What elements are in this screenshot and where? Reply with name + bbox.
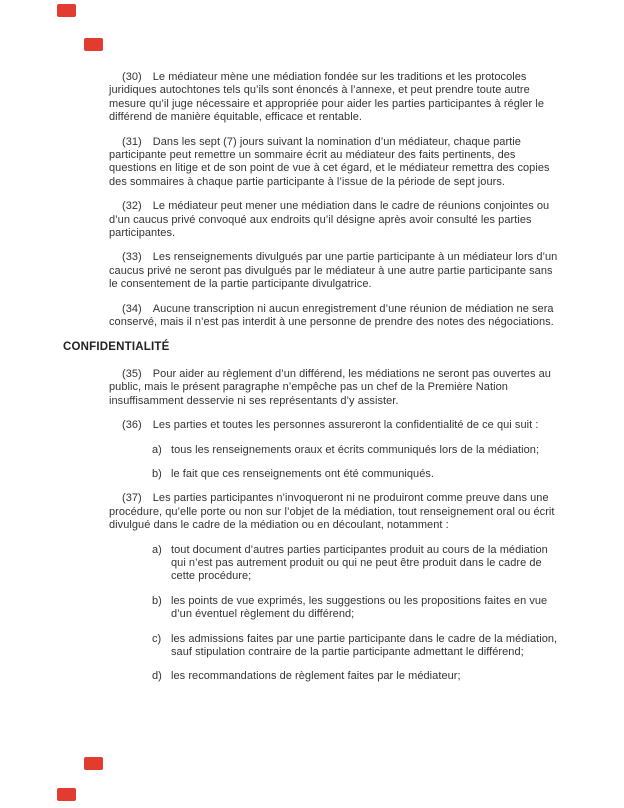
red-stamp-icon bbox=[57, 788, 76, 801]
paragraph-text: Les parties participantes n’invoqueront ni ne produiront comme preuve dans une procédure, qu’elle porte ou non sur l’objet de la médiation, tout renseignement oral ou écrit divulgué dans le cadre de la médiation ou en découlant, notamment : bbox=[109, 492, 555, 532]
paragraph-text: Pour aider au règlement d’un différend, les médiations ne seront pas ouvertes au public, mais le présent paragraphe n’empêche pas un chef de la Première Nation insuffisamment desservie ni ses représentants d’y assister. bbox=[109, 367, 551, 407]
list-item-37a bbox=[63, 544, 563, 584]
paragraph-number: (30) bbox=[122, 71, 142, 83]
list-item-text: les recommandations de règlement faites par le médiateur; bbox=[171, 670, 461, 683]
paragraph-36 bbox=[63, 419, 563, 432]
red-stamp-icon bbox=[57, 4, 76, 17]
list-item-37d bbox=[63, 670, 563, 683]
paragraph-number: (33) bbox=[122, 251, 142, 264]
list-item-36b bbox=[63, 468, 563, 481]
paragraph-31 bbox=[63, 136, 563, 190]
paragraph-text: Le médiateur peut mener une médiation dans le cadre de réunions conjointes ou d’un caucus privé convoqué aux endroits qu’il désigne après avoir consulté les parties participantes. bbox=[109, 200, 550, 240]
paragraph-number: (31) bbox=[122, 135, 142, 148]
list-item-marker: b) bbox=[152, 594, 162, 607]
paragraph-text: Les parties et toutes les personnes assureront la confidentialité de ce qui suit : bbox=[152, 419, 539, 432]
paragraph-32 bbox=[63, 200, 563, 240]
paragraph-37 bbox=[63, 492, 563, 532]
list-item-marker: c) bbox=[152, 632, 162, 645]
red-stamp-icon bbox=[84, 38, 103, 51]
paragraph-33 bbox=[63, 251, 563, 291]
list-item-text: tout document d’autres parties participantes produit au cours de la médiation qui n’est pas autrement produit ou qui ne peut être produit dans le cadre de cette procédure; bbox=[171, 543, 548, 583]
list-item-marker: a) bbox=[152, 443, 162, 456]
section-heading-confidentialite: CONFIDENTIALITÉ bbox=[63, 340, 170, 353]
paragraph-text: Le médiateur mène une médiation fondée sur les traditions et les protocoles juridiques autochtones tels qu’ils sont énoncés à l’annexe, et peut prendre toute autre mesure qu’il juge nécessaire et appropriée pour aider les parties participantes à régler le différend de manière équitable, efficace et rentable. bbox=[109, 71, 545, 124]
paragraph-number: (34) bbox=[122, 302, 142, 315]
list-item-text: le fait que ces renseignements ont été communiqués. bbox=[171, 467, 435, 480]
paragraph-30 bbox=[63, 71, 563, 125]
paragraph-number: (37) bbox=[122, 492, 142, 505]
list-item-text: les admissions faites par une partie participante dans le cadre de la médiation, sauf stipulation contraire de la partie participante admettant le différend; bbox=[171, 632, 558, 658]
list-item-37b bbox=[63, 595, 563, 622]
list-item-marker: b) bbox=[152, 467, 162, 480]
list-item-36a bbox=[63, 444, 563, 457]
list-item-marker: d) bbox=[152, 670, 162, 683]
paragraph-text: Aucune transcription ni aucun enregistrement d’une réunion de médiation ne sera conservé, mais il n’est pas interdit à une personne de prendre des notes des négociations. bbox=[109, 302, 554, 329]
list-item-37c bbox=[63, 633, 563, 660]
paragraph-number: (35) bbox=[122, 367, 142, 380]
paragraph-text: Dans les sept (7) jours suivant la nomination d’un médiateur, chaque partie participante peut remettre un sommaire écrit au médiateur des faits pertinents, des questions en litige et de son point de vue à cet égard, et le médiateur remettra des copies des sommaires à chaque partie participante à l’issue de la période de sept jours. bbox=[109, 135, 550, 188]
paragraph-number: (32) bbox=[122, 200, 142, 213]
paragraph-35 bbox=[63, 368, 563, 408]
paragraph-34 bbox=[63, 303, 563, 330]
list-item-marker: a) bbox=[152, 543, 162, 556]
list-item-text: les points de vue exprimés, les suggestions ou les propositions faites en vue d’un éventuel règlement du différend; bbox=[171, 594, 548, 621]
document-content bbox=[63, 71, 563, 695]
paragraph-text: Les renseignements divulgués par une partie participante à un médiateur lors d’un caucus privé ne seront pas divulgués par le médiateur à une autre partie participante sans le consentement de la partie participante divulgatrice. bbox=[109, 251, 558, 291]
red-stamp-icon bbox=[84, 757, 103, 770]
list-item-text: tous les renseignements oraux et écrits communiqués lors de la médiation; bbox=[171, 443, 540, 456]
paragraph-number: (36) bbox=[122, 419, 142, 432]
